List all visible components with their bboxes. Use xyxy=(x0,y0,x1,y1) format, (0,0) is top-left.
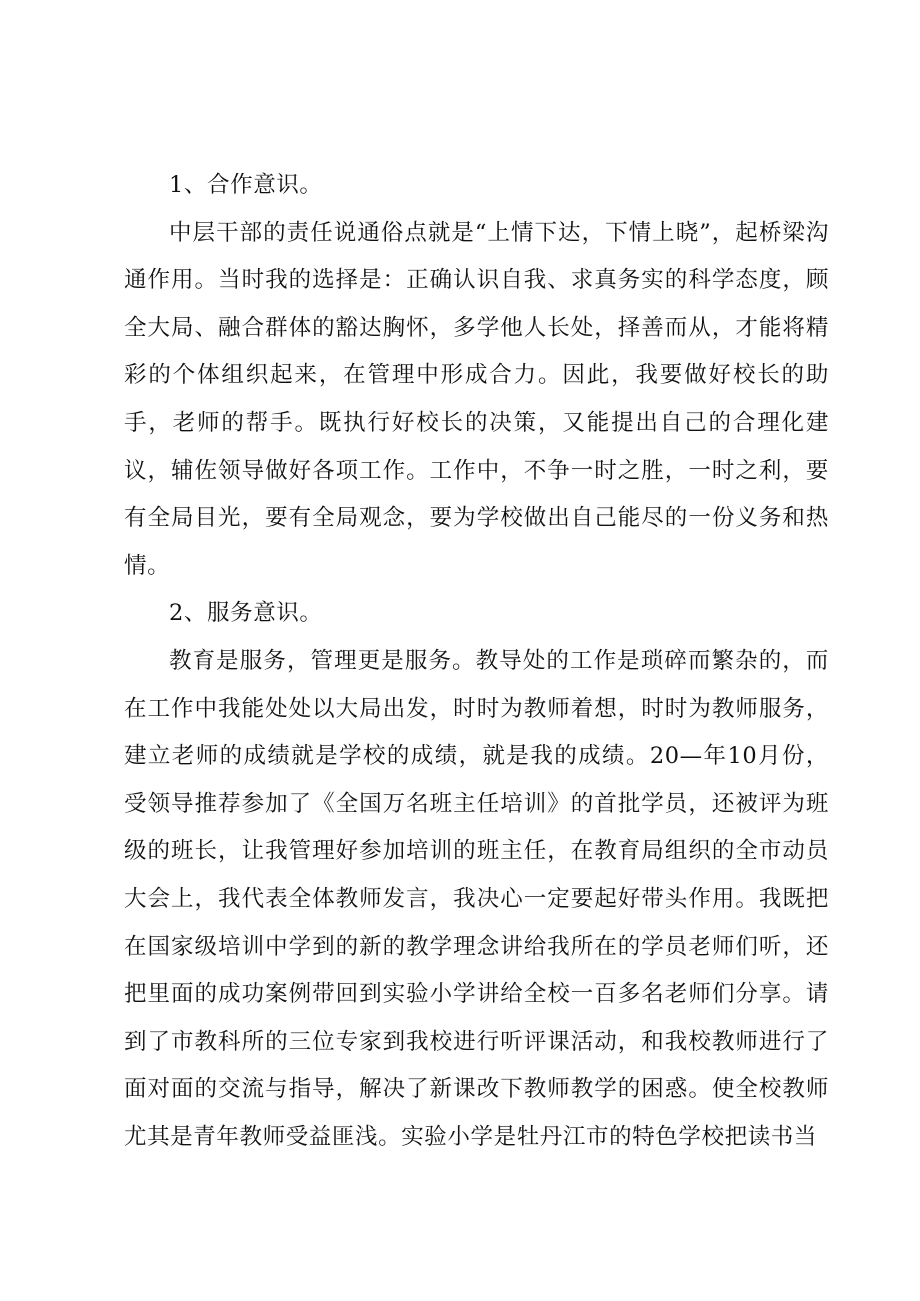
section-heading-service: 2、服务意识。 xyxy=(169,600,323,627)
paragraph-service: 教育是服务，管理更是服务。教导处的工作是琐碎而繁杂的，而在工作中我能处处以大局出发，时时为教师着想，时时为教师服务，建立老师的成绩就是学校的成绩，就是我的成绩。20—年10月份，受领导推荐参加了《全国万名班主任培训》的首批学员，还被评为班级的班长，让我管理好参加培训的班主任，在教育局组织的全市动员大会上，我代表全体教师发言，我决心一定要起好带头作用。我既把在国家级培训中学到的新的教学理念讲给我所在的学员老师们听，还把里面的成功案例带回到实验小学讲给全校一百多名老师们分享。请到了市教科所的三位专家到我校进行听评课活动，和我校教师进行了面对面的交流与指导，解决了新课改下教师教学的困惑。使全校教师尤其是青年教师受益匪浅。实验小学是牡丹江市的特色学校把读书当 xyxy=(124,647,829,1150)
paragraph-cooperation: 中层干部的责任说通俗点就是“上情下达，下情上晓”，起桥梁沟通作用。当时我的选择是：正确认识自我、求真务实的科学态度，顾全大局、融合群体的豁达胸怀，多学他人长处，择善而从，才能将精彩的个体组织起来，在管理中形成合力。因此，我要做好校长的助手，老师的帮手。既执行好校长的决策，又能提出自己的合理化建议，辅佐领导做好各项工作。工作中，不争一时之胜，一时之利，要有全局目光，要有全局观念，要为学校做出自己能尽的一份义务和热情。 xyxy=(124,219,829,579)
document-body xyxy=(124,162,829,1161)
section-heading-cooperation: 1、合作意识。 xyxy=(169,172,323,198)
